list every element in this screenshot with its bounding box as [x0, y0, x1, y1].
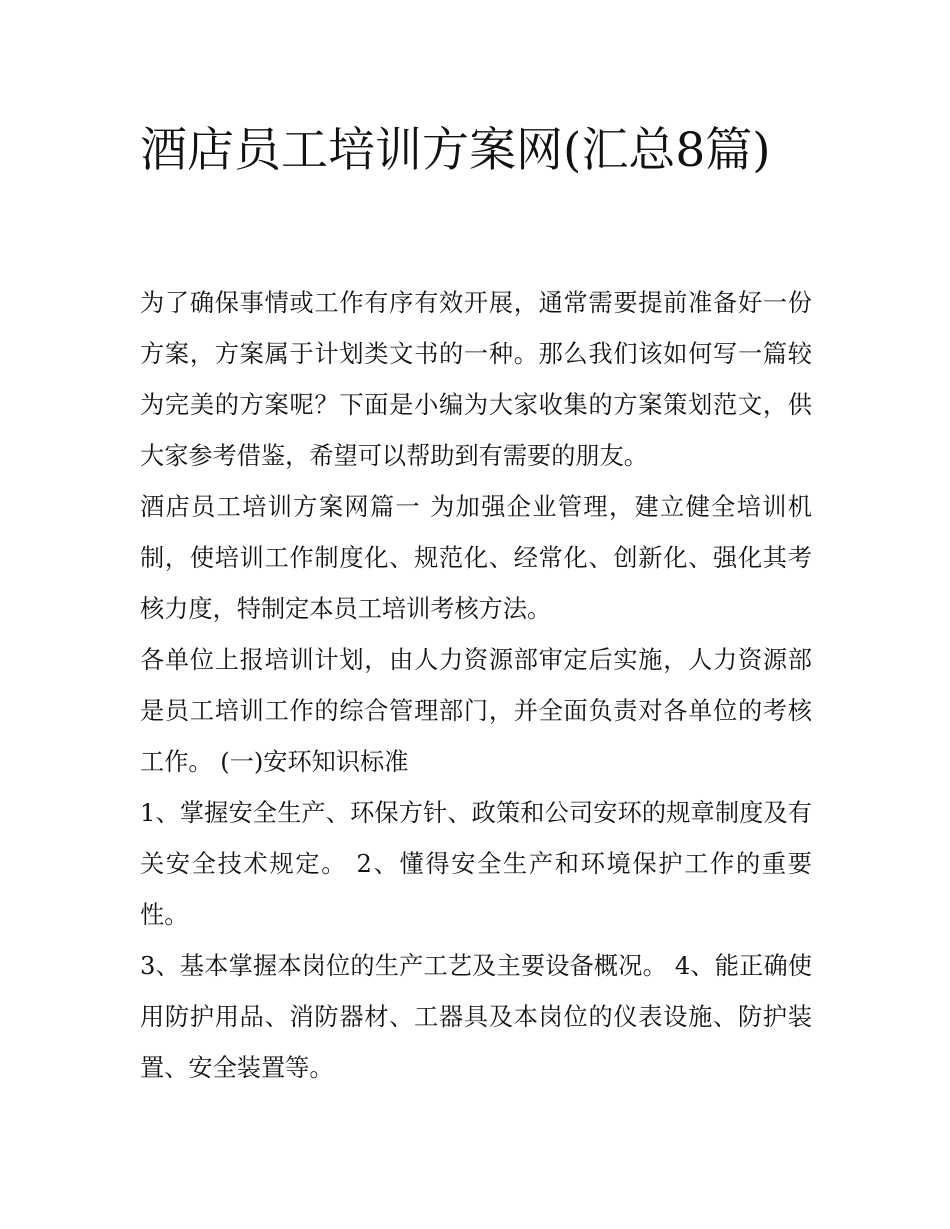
paragraph-section-one: 酒店员工培训方案网篇一 为加强企业管理，建立健全培训机制，使培训工作制度化、规范化、经常化、创新化、强化其考核力度，特制定本员工培训考核方法。 — [140, 493, 812, 623]
document-body — [140, 278, 812, 1094]
paragraph-item-3-4: 3、基本掌握本岗位的生产工艺及主要设备概况。 4、能正确使用防护用品、消防器材、工器具及本岗位的仪表设施、防护装置、安全装置等。 — [140, 952, 812, 1082]
paragraph-intro: 为了确保事情或工作有序有效开展，通常需要提前准备好一份方案，方案属于计划类文书的一种。那么我们该如何写一篇较为完美的方案呢？下面是小编为大家收集的方案策划范文，供大家参考借鉴，希望可以帮助到有需要的朋友。 — [140, 289, 812, 470]
paragraph-training-plan: 各单位上报培训计划，由人力资源部审定后实施，人力资源部是员工培训工作的综合管理部门，并全面负责对各单位的考核工作。 (一)安环知识标准 — [140, 646, 812, 776]
paragraph-item-1-2: 1、掌握安全生产、环保方针、政策和公司安环的规章制度及有关安全技术规定。 2、懂得安全生产和环境保护工作的重要性。 — [140, 799, 812, 929]
document-title: 酒店员工培训方案网(汇总8篇) — [140, 123, 771, 178]
